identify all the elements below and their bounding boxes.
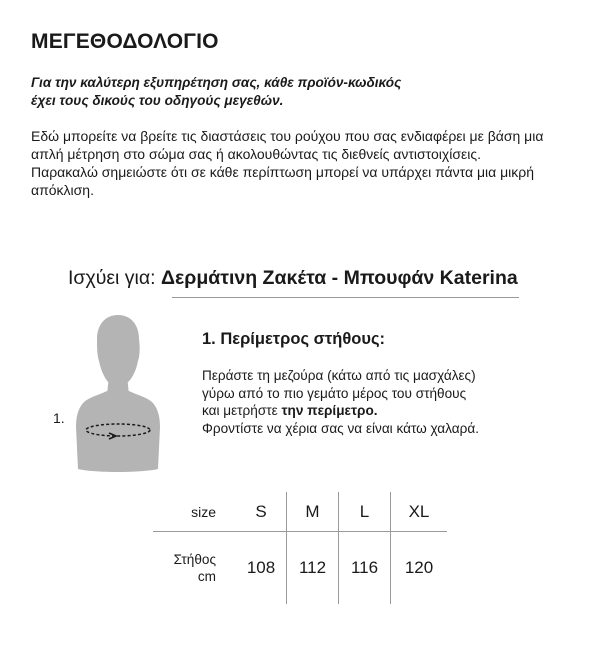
measurement-line-2: γύρω από το πιο γεμάτο μέρος του στήθους <box>202 385 467 401</box>
chest-value-xl: 120 <box>404 558 434 577</box>
intro-description: Εδώ μπορείτε να βρείτε τις διαστάσεις του ρούχου που σας ενδιαφέρει με βάση μια απλή μέτρηση στο σώμα σας ή ακολουθώντας τις διεθνείς αντιστοιχίσεις. <box>31 128 544 162</box>
intro-paragraph <box>31 127 571 199</box>
chest-unit: cm <box>197 569 216 584</box>
silhouette-torso <box>76 391 160 472</box>
chest-row-label <box>153 532 236 605</box>
chest-row <box>153 532 447 605</box>
size-l: L <box>339 492 391 532</box>
chest-label: Στήθος <box>173 552 216 567</box>
applies-to <box>68 267 518 290</box>
measurement-line-4: Φροντίστε να χέρια σας να είναι κάτω χαλαρά. <box>202 420 479 436</box>
size-xl: XL <box>391 492 448 532</box>
size-table <box>153 492 447 604</box>
page-title: ΜΕΓΕΘΟΔΟΛΟΓΙΟ <box>31 30 219 53</box>
intro-bold-text <box>31 74 571 110</box>
chest-value-m: 112 <box>287 532 339 605</box>
size-header-row <box>153 492 447 532</box>
intro-bold-line-2: έχει τους δικούς του οδηγούς μεγεθών. <box>31 93 284 108</box>
measurement-line-3-prefix: και μετρήστε <box>202 403 278 418</box>
figure-number: 1. <box>53 410 65 426</box>
female-silhouette-chest-measure-icon <box>75 313 161 475</box>
measurement-line-1: Περάστε τη μεζούρα (κάτω από τις μασχάλες) <box>202 368 476 383</box>
measurement-description <box>202 367 479 437</box>
applies-label: Ισχύει για: <box>68 267 156 289</box>
size-header-label: size <box>153 492 236 532</box>
chest-value-s: 108 <box>236 532 287 605</box>
divider <box>172 297 519 298</box>
silhouette-hair <box>97 315 140 383</box>
size-m: M <box>287 492 339 532</box>
intro-note: Παρακαλώ σημειώστε ότι σε κάθε περίπτωση μπορεί να υπάρχει πάντα μια μικρή απόκλιση. <box>31 164 535 198</box>
chest-value-l: 116 <box>339 532 391 605</box>
measurement-line-3-bold: την περίμετρο. <box>281 403 378 418</box>
product-name: Δερμάτινη Ζακέτα - Μπουφάν Katerina <box>161 267 518 289</box>
measurement-title: 1. Περίμετρος στήθους: <box>202 330 386 348</box>
measurement-line-3 <box>202 402 479 420</box>
intro-bold-line-1: Για την καλύτερη εξυπηρέτηση σας, κάθε προϊόν-κωδικός <box>31 75 402 90</box>
size-s: S <box>236 492 287 532</box>
